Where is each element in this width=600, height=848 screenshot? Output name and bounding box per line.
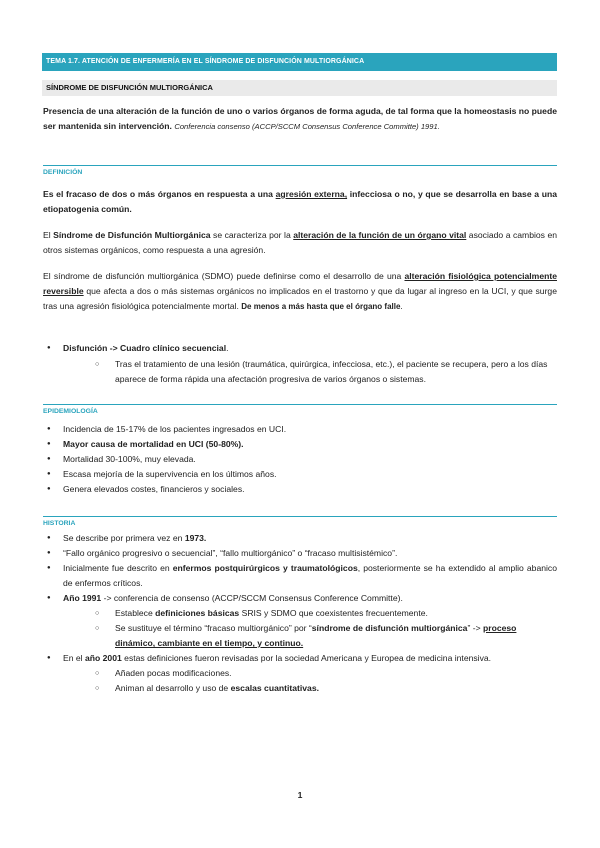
intro-citation: Conferencia consenso (ACCP/SCCM Consensus Conference Committe) 1991. [174,122,440,131]
text-bold: Año 1991 [63,593,102,603]
intro-paragraph [43,104,557,134]
text: Establece [115,608,156,618]
section-title: SÍNDROME DE DISFUNCIÓN MULTIORGÁNICA [42,80,557,96]
text-underlined: alteración de la función de un órgano vital [293,230,467,240]
text-underlined: agresión externa, [275,189,348,199]
text-bold: Disfunción -> Cuadro clínico secuencial [63,343,227,353]
sub-list-item [89,681,557,696]
text: En el [63,653,85,663]
topic-banner: TEMA 1.7. ATENCIÓN DE ENFERMERÍA EN EL SÍNDROME DE DISFUNCIÓN MULTIORGÁNICA [42,53,557,71]
text: Animan al desarrollo y uso de [115,683,231,693]
text: , posteriormente se ha extendido al amplio abanico de enfermos críticos. [63,563,557,588]
sub-list-item: ○ Añaden pocas modificaciones. [89,666,557,681]
text: Mortalidad 30-100%, [63,454,145,464]
intro-definition: Presencia de una alteración de la función de uno o varios órganos de forma aguda, de tal forma que la homeostasis no puede ser mantenida sin intervención. [43,106,557,131]
list-item [43,341,557,387]
heading-epidemiologia: EPIDEMIOLOGÍA [43,404,557,415]
definicion-list [43,341,557,387]
definicion-paragraph-2 [43,228,557,258]
list-item [43,546,557,561]
definicion-paragraph-1 [43,187,557,217]
text: Se describe por primera vez en [63,533,185,543]
list-item [43,561,557,591]
list-item [43,651,557,696]
text-bold: De menos a más hasta que el órgano falle [241,302,401,311]
text-bold: año 2001 [84,653,122,663]
text: SRIS y SDMO que coexistentes frecuentemente. [239,608,428,618]
text-bold: Síndrome de Disfunción Multiorgánica [53,230,211,240]
text: que afecta a dos o más sistemas orgánicos no implicados en el trastorno y que da lugar al ingreso en la UCI, y que surge tras una agresión fisiológica potencialmente mortal. [43,286,557,311]
text: . [193,454,196,464]
sub-list-item: ○ Tras el tratamiento de una lesión (traumática, quirúrgica, infecciosa, etc.), el paciente se recupera, pero a los días aparece de forma rápida una afectación progresiva de varios órganos o sistemas. [89,357,557,387]
historia-list [43,531,557,696]
text: se caracteriza por la [210,230,294,240]
heading-definicion: DEFINICIÓN [43,165,557,176]
text: infecciosa o no, y que se desarrolla en base a una etiopatogenia común. [43,189,557,214]
text: Inicialmente fue descrito en [63,563,173,573]
text-bold: 1973. [184,533,207,543]
text: . [400,301,403,311]
text: Es el fracaso de dos o más órganos en respuesta a una [43,189,276,199]
heading-historia: HISTORIA [43,516,557,527]
sub-list [63,606,557,651]
sub-list [63,666,557,696]
text-bold: escalas cuantitativas. [230,683,319,693]
list-item [43,437,557,452]
text: Escasa mejoría de la supervivencia en los últimos años. [63,469,277,479]
text: El síndrome de disfunción multiorgánica (SDMO) puede definirse como el desarrollo de una [43,271,405,281]
text: “Fallo orgánico progresivo o secuencial”, “fallo multiorgánico” o “fracaso multisistémico”. [63,548,398,558]
text: El [43,230,54,240]
text: estas definiciones fueron revisadas por la sociedad Americana y Europea de medicina intensiva. [121,653,492,663]
text: . [226,343,229,353]
list-item [43,482,557,497]
sub-list [63,357,557,387]
list-item [43,467,557,482]
list-item [43,452,557,467]
text-underlined: alteración fisiológica potencialmente reversible [43,271,557,296]
text: ” -> [467,623,483,633]
list-item [43,422,557,437]
text-underlined: proceso dinámico, cambiante en el tiempo, y continuo. [115,623,517,648]
sub-list-item [89,621,557,651]
text: -> conferencia de consenso (ACCP/SCCM Consensus Conference Committe). [101,593,403,603]
text-bold: enfermos postquirúrgicos y traumatológicos [172,563,358,573]
text: Genera elevados costes, financieros y sociales. [63,484,245,494]
text-bold: definiciones básicas [155,608,240,618]
list-item [43,591,557,651]
text: Se sustituye el término “fracaso multiorgánico” por “ [115,623,312,633]
text-bold: síndrome de disfunción multiorgánica [311,623,468,633]
list-item [43,531,557,546]
text: Incidencia de 15-17% de los pacientes ingresados en UCI. [63,424,287,434]
sub-list-item [89,606,557,621]
definicion-paragraph-3 [43,269,557,314]
text-bold: Mayor causa de mortalidad en UCI (50-80%). [63,439,244,449]
epidemiologia-list [43,422,557,497]
text: asociado a cambios en otros sistemas orgánicos, como respuesta a una agresión. [43,230,558,255]
text: muy elevada [144,454,194,464]
page-number: 1 [297,790,303,800]
